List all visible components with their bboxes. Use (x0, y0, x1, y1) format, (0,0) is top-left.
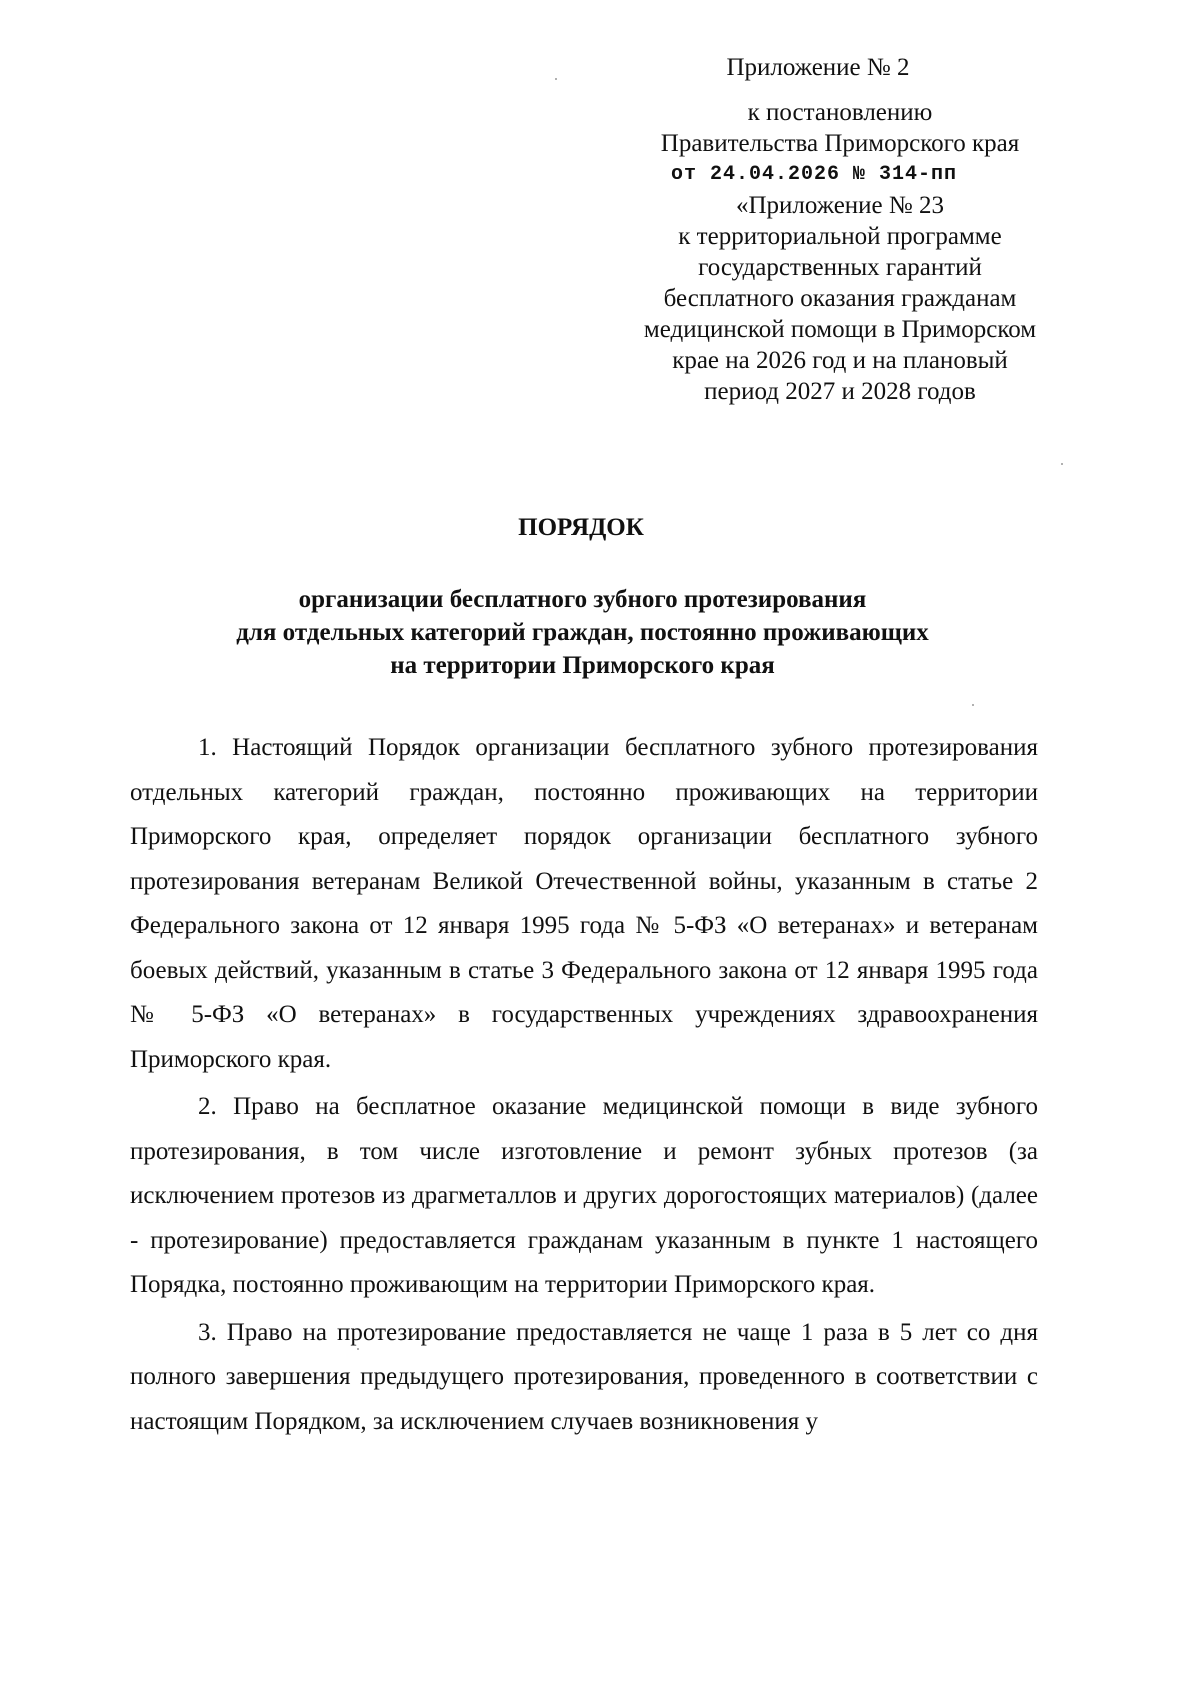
scan-speck (555, 78, 557, 80)
program-line: государственных гарантий (698, 254, 982, 281)
header-line: Правительства Приморского края (660, 130, 1020, 157)
header-line: к постановлению (747, 99, 933, 126)
program-line: период 2027 и 2028 годов (704, 378, 976, 405)
scan-speck (1061, 463, 1063, 465)
subtitle-line: для отдельных категорий граждан, постоянно проживающих (236, 619, 929, 646)
document-subtitle (0, 583, 1165, 682)
document-title: ПОРЯДОК (518, 514, 644, 541)
program-line: крае на 2026 год и на плановый (672, 347, 1008, 374)
subtitle-line: на территории Приморского края (390, 652, 775, 679)
document-body (130, 726, 1038, 1444)
appendix-number: Приложение № 2 (726, 54, 910, 81)
paragraph-2: 2. Право на бесплатное оказание медицинской помощи в виде зубного протезирования, в том числе изготовление и ремонт зубных протезов (за исключением протезов из драгметаллов и других дорогостоящих материалов) (далее - протезирование) предоставляется гражданам указанным в пункте 1 настоящего Порядка, постоянно проживающим на территории Приморского края. (130, 1093, 1038, 1298)
scan-speck (972, 704, 974, 706)
paragraph-1: 1. Настоящий Порядок организации бесплатного зубного протезирования отдельных категорий граждан, постоянно проживающих на территории Приморского края, определяет порядок организации бесплатного зубного протезирования ветеранам Великой Отечественной войны, указанным в статье 2 Федерального закона от 12 января 1995 года № 5-ФЗ «О ветеранах» и ветеранам боевых действий, указанным в статье 3 Федерального закона от 12 января 1995 года № 5-ФЗ «О ветеранах» в государственных учреждениях здравоохранения Приморского края. (130, 734, 1038, 1073)
decree-reference: от 24.04.2026 № 314-пп (670, 163, 958, 186)
subtitle-line: организации бесплатного зубного протезирования (298, 586, 867, 613)
program-line: к территориальной программе (678, 223, 1002, 250)
program-line: «Приложение № 23 (735, 192, 945, 219)
paragraph-3: 3. Право на протезирование предоставляется не чаще 1 раза в 5 лет со дня полного завершения предыдущего протезирования, проведенного в соответствии с настоящим Порядком, за исключением случаев возникновения у (130, 1318, 1038, 1435)
program-line: медицинской помощи в Приморском (643, 316, 1037, 343)
document-header (600, 52, 1080, 407)
scan-speck (357, 1348, 359, 1350)
program-line: бесплатного оказания гражданам (663, 285, 1017, 312)
